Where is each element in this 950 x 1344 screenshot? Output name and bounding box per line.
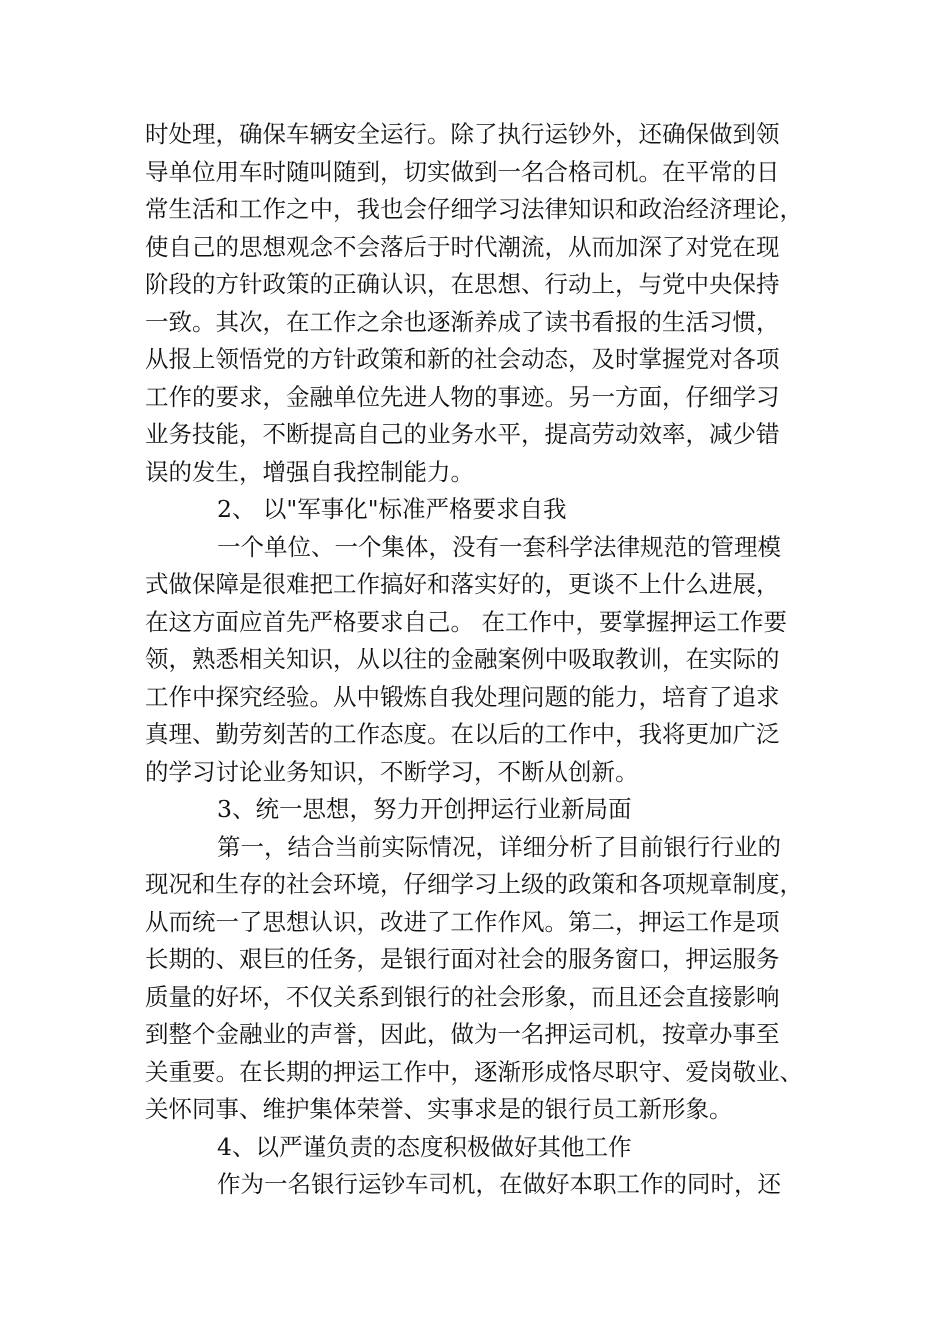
body-line: 业务技能，不断提高自己的业务水平，提高劳动效率，减少错 (145, 420, 780, 448)
body-line: 关怀同事、维护集体荣誉、实事求是的银行员工新形象。 (145, 1095, 733, 1123)
section-heading-4: 4、以严谨负责的态度积极做好其他工作 (217, 1132, 632, 1161)
body-line: 工作的要求，金融单位先进人物的事迹。另一方面，仔细学习 (145, 382, 780, 411)
body-line: 使自己的思想观念不会落后于时代潮流，从而加深了对党在现 (145, 232, 780, 261)
body-line: 长期的、艰巨的任务，是银行面对社会的服务窗口，押运服务 (145, 945, 780, 973)
body-line: 关重要。在长期的押运工作中，逐渐形成恪尽职守、爱岗敬业、 (145, 1057, 803, 1086)
body-line: 领，熟悉相关知识，从以往的金融案例中吸取教训，在实际的 (145, 645, 780, 673)
body-line: 阶段的方针政策的正确认识，在思想、行动上，与党中央保持 (145, 270, 780, 298)
section-heading-2: 2、 以"军事化"标准严格要求自我 (217, 495, 567, 523)
body-line: 式做保障是很难把工作搞好和落实好的，更谈不上什么进展， (145, 570, 780, 598)
section-heading-3: 3、统一思想，努力开创押运行业新局面 (217, 795, 632, 823)
paragraph-first-line: 一个单位、一个集体，没有一套科学法律规范的管理模 (217, 532, 781, 561)
body-line: 一致。其次，在工作之余也逐渐养成了读书看报的生活习惯， (145, 307, 780, 336)
body-line: 到整个金融业的声誉，因此，做为一名押运司机，按章办事至 (145, 1020, 780, 1048)
body-line: 现况和生存的社会环境，仔细学习上级的政策和各项规章制度， (145, 870, 803, 898)
body-line: 工作中探究经验。从中锻炼自我处理问题的能力，培育了追求 (145, 682, 780, 711)
body-line: 常生活和工作之中，我也会仔细学习法律知识和政治经济理论， (145, 195, 803, 223)
paragraph-first-line: 作为一名银行运钞车司机，在做好本职工作的同时，还 (217, 1170, 781, 1198)
body-line: 在这方面应首先严格要求自己。 在工作中，要掌握押运工作要 (145, 607, 787, 636)
document-body (145, 116, 805, 1204)
body-line: 质量的好坏，不仅关系到银行的社会形象，而且还会直接影响 (145, 982, 780, 1011)
body-line: 的学习讨论业务知识，不断学习，不断从创新。 (145, 757, 639, 786)
paragraph-first-line: 第一，结合当前实际情况，详细分析了目前银行行业的 (217, 832, 781, 861)
body-line: 导单位用车时随叫随到，切实做到一名合格司机。在平常的日 (145, 157, 780, 186)
body-line: 时处理，确保车辆安全运行。除了执行运钞外，还确保做到领 (145, 120, 780, 148)
body-line: 真理、勤劳刻苦的工作态度。在以后的工作中，我将更加广泛 (145, 720, 780, 748)
body-line: 从而统一了思想认识，改进了工作作风。第二，押运工作是项 (145, 907, 780, 936)
body-line: 从报上领悟党的方针政策和新的社会动态，及时掌握党对各项 (145, 345, 780, 373)
body-line: 误的发生，增强自我控制能力。 (145, 457, 474, 486)
